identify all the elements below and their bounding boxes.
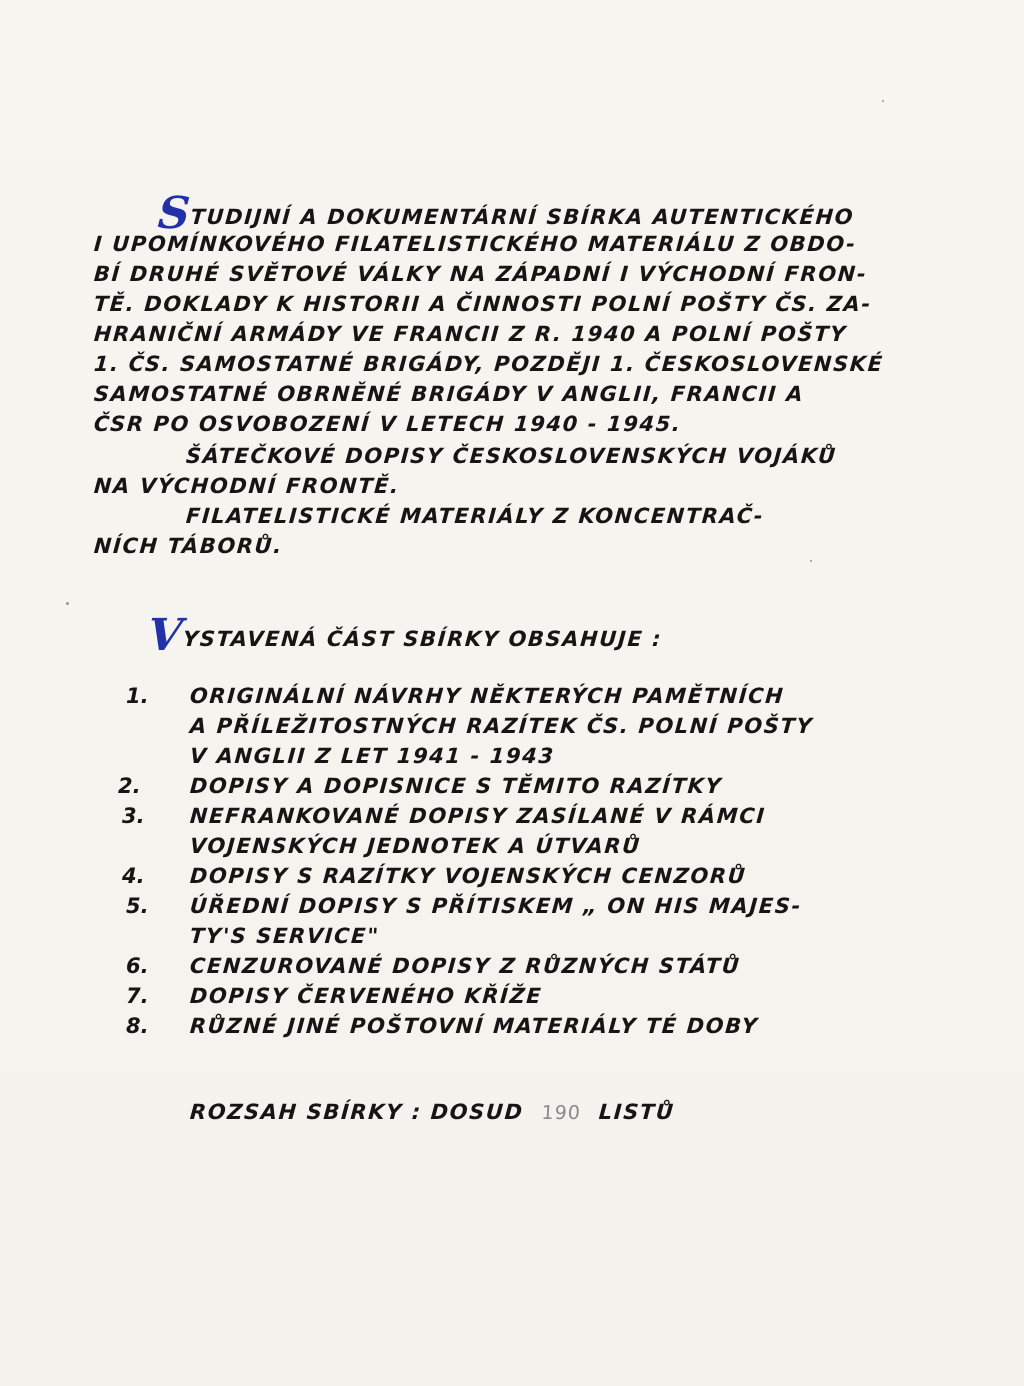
list-item-number: 8. [126,1014,149,1038]
intro-line-1 [156,188,856,239]
collection-extent [189,1098,676,1127]
list-item-5-line-1: ÚŘEDNÍ DOPISY S PŘÍTISKEM „ ON HIS MAJES- [189,894,803,918]
paper-speck [810,560,812,562]
list-item-5-line-2: TY'S SERVICE" [189,924,381,948]
list-item-3-line-1: NEFRANKOVANÉ DOPISY ZASÍLANÉ V RÁMCI [189,804,767,828]
list-item-1-line-1: ORIGINÁLNÍ NÁVRHY NĚKTERÝCH PAMĚTNÍCH [189,684,786,708]
intro-line-5: HRANIČNÍ ARMÁDY VE FRANCII Z R. 1940 A POLNÍ POŠTY [93,322,848,346]
paper-speck [882,100,884,102]
section-initial: V [146,610,185,661]
intro-line-text: TUDIJNÍ A DOKUMENTÁRNÍ SBÍRKA AUTENTICKÉHO [189,205,856,229]
list-item-3-line-2: VOJENSKÝCH JEDNOTEK A ÚTVARŮ [189,834,642,858]
intro-line-9: ŠÁTEČKOVÉ DOPISY ČESKOSLOVENSKÝCH VOJÁKŮ [185,444,838,468]
intro-line-6: 1. ČS. SAMOSTATNÉ BRIGÁDY, POZDĚJI 1. ČESKOSLOVENSKÉ [93,352,885,376]
list-item-7-line-1: DOPISY ČERVENÉHO KŘÍŽE [189,984,544,1008]
list-item-2-line-1: DOPISY A DOPISNICE S TĚMITO RAZÍTKY [189,774,724,798]
section-heading [146,610,664,661]
section-heading-text: YSTAVENÁ ČÁST SBÍRKY OBSAHUJE : [182,627,664,651]
list-item-number: 6. [126,954,149,978]
extent-count: 190 [540,1102,582,1124]
intro-line-11: FILATELISTICKÉ MATERIÁLY Z KONCENTRAČ- [185,504,766,528]
intro-line-4: TĚ. DOKLADY K HISTORII A ČINNOSTI POLNÍ POŠTY ČS. ZA- [93,292,873,316]
list-item-number: 3. [122,804,145,828]
list-item-1-line-2: A PŘÍLEŽITOSTNÝCH RAZÍTEK ČS. POLNÍ POŠTY [189,714,815,738]
list-item-8-line-1: RŮZNÉ JINÉ POŠTOVNÍ MATERIÁLY TÉ DOBY [189,1014,760,1038]
extent-label: ROZSAH SBÍRKY : DOSUD [189,1100,525,1124]
intro-line-12: NÍCH TÁBORŮ. [93,534,284,558]
intro-initial: S [156,188,192,239]
intro-line-7: SAMOSTATNÉ OBRNĚNÉ BRIGÁDY V ANGLII, FRANCII A [93,382,806,406]
list-item-6-line-1: CENZUROVANÉ DOPISY Z RŮZNÝCH STÁTŮ [189,954,742,978]
paper-speck [66,602,69,605]
extent-unit: LISTŮ [598,1100,676,1124]
list-item-number: 1. [126,684,149,708]
list-item-number: 5. [126,894,149,918]
intro-line-10: NA VÝCHODNÍ FRONTĚ. [93,474,401,498]
list-item-1-line-3: V ANGLII Z LET 1941 - 1943 [189,744,556,768]
list-item-number: 7. [126,984,149,1008]
list-item-number: 4. [122,864,145,888]
list-item-number: 2. [118,774,141,798]
intro-line-3: BÍ DRUHÉ SVĚTOVÉ VÁLKY NA ZÁPADNÍ I VÝCHODNÍ FRON- [93,262,869,286]
intro-line-2: I UPOMÍNKOVÉHO FILATELISTICKÉHO MATERIÁLU Z OBDO- [93,232,858,256]
intro-line-8: ČSR PO OSVOBOZENÍ V LETECH 1940 - 1945. [93,412,683,436]
list-item-4-line-1: DOPISY S RAZÍTKY VOJENSKÝCH CENZORŮ [189,864,748,888]
